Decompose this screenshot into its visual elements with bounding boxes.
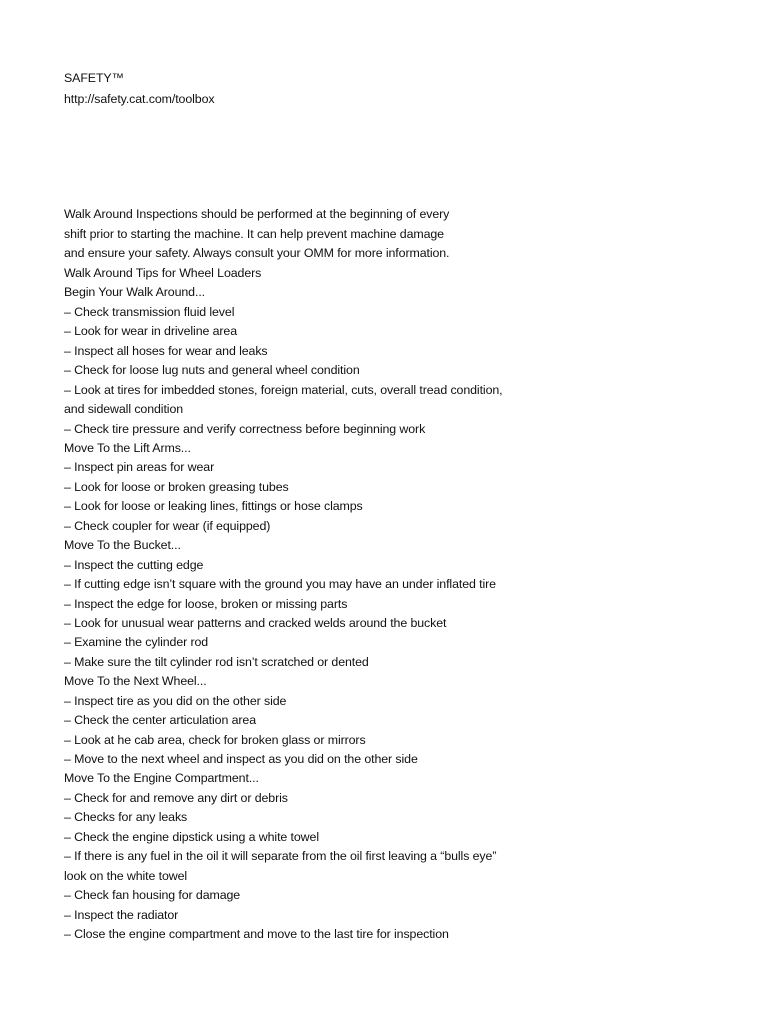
checklist-item: – Inspect the radiator	[64, 908, 179, 922]
checklist-item: – Inspect the edge for loose, broken or missing parts	[64, 597, 348, 611]
section-heading: Move To the Engine Compartment...	[64, 771, 259, 785]
checklist-item: – Look for loose or leaking lines, fittings or hose clamps	[64, 499, 363, 513]
checklist-item: – Close the engine compartment and move to the last tire for inspection	[64, 927, 449, 941]
checklist-item: – Inspect tire as you did on the other side	[64, 694, 287, 708]
intro-line: shift prior to starting the machine. It can help prevent machine damage	[64, 227, 444, 241]
checklist-item: – Check for and remove any dirt or debris	[64, 791, 288, 805]
section-heading: Move To the Lift Arms...	[64, 441, 191, 455]
intro-line: Walk Around Inspections should be performed at the beginning of every	[64, 207, 450, 221]
brand-title: SAFETY™	[64, 71, 124, 85]
checklist-item: – Look at he cab area, check for broken glass or mirrors	[64, 733, 366, 747]
checklist-item: – Inspect the cutting edge	[64, 558, 204, 572]
toolbox-url: http://safety.cat.com/toolbox	[64, 92, 215, 106]
checklist-item-continuation: look on the white towel	[64, 869, 188, 883]
checklist-item: – Look for loose or broken greasing tubes	[64, 480, 289, 494]
checklist-item: – Move to the next wheel and inspect as you did on the other side	[64, 752, 418, 766]
checklist-item: – Inspect all hoses for wear and leaks	[64, 344, 268, 358]
intro-line: and ensure your safety. Always consult your OMM for more information.	[64, 246, 450, 260]
checklist-item: – Look for wear in driveline area	[64, 324, 238, 338]
checklist-item: – Check for loose lug nuts and general wheel condition	[64, 363, 360, 377]
checklist-item: – Checks for any leaks	[64, 810, 188, 824]
checklist-item: – Check coupler for wear (if equipped)	[64, 519, 271, 533]
checklist-item: – Check transmission fluid level	[64, 305, 235, 319]
checklist-item: – Check fan housing for damage	[64, 888, 241, 902]
checklist-item: – Check the center articulation area	[64, 713, 257, 727]
checklist-item: – Inspect pin areas for wear	[64, 460, 215, 474]
checklist-item-continuation: and sidewall condition	[64, 402, 184, 416]
section-heading: Move To the Bucket...	[64, 538, 181, 552]
checklist-item: – If there is any fuel in the oil it will separate from the oil first leaving a “bulls eye”	[64, 849, 497, 863]
checklist-item: – If cutting edge isn’t square with the ground you may have an under inflated tire	[64, 577, 496, 591]
checklist-item: – Examine the cylinder rod	[64, 635, 209, 649]
section-heading: Walk Around Tips for Wheel Loaders	[64, 266, 262, 280]
checklist-item: – Check tire pressure and verify correctness before beginning work	[64, 422, 426, 436]
checklist-item: – Look at tires for imbedded stones, foreign material, cuts, overall tread condition,	[64, 383, 503, 397]
checklist-item: – Look for unusual wear patterns and cracked welds around the bucket	[64, 616, 447, 630]
section-heading: Move To the Next Wheel...	[64, 674, 207, 688]
section-heading: Begin Your Walk Around...	[64, 285, 206, 299]
checklist-item: – Check the engine dipstick using a white towel	[64, 830, 319, 844]
checklist-item: – Make sure the tilt cylinder rod isn’t scratched or dented	[64, 655, 369, 669]
